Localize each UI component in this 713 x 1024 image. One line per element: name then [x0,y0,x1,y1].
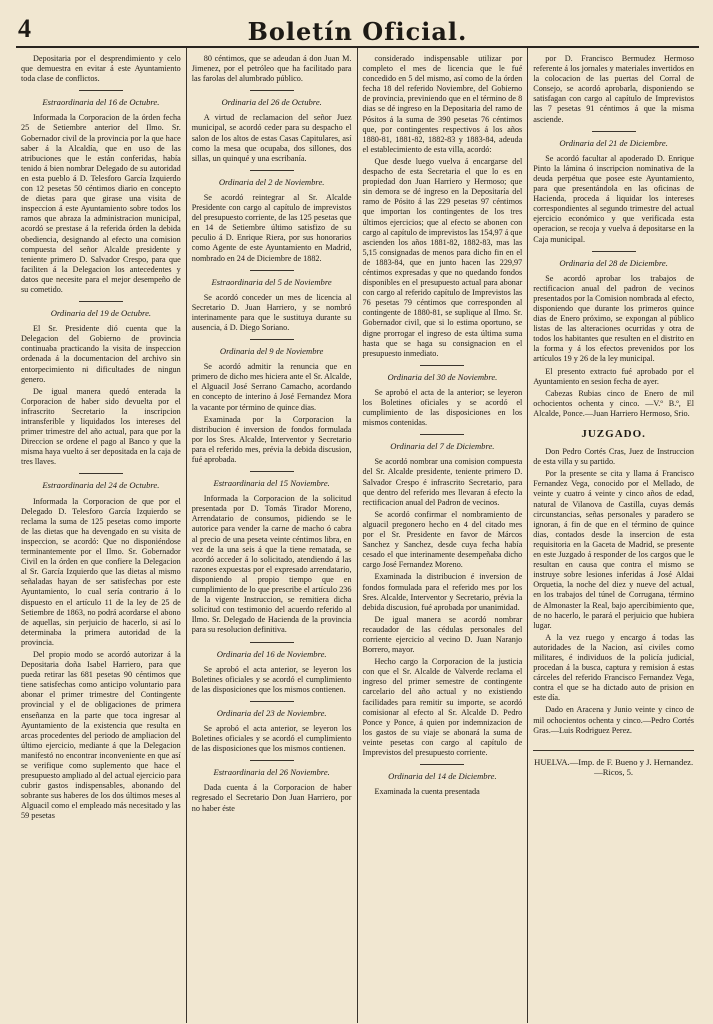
paragraph: Hecho cargo la Corporacion de la justicia con que el Sr. Alcalde de Valverde reclama el ingreso del primer semestre de contingente carcelario del año actual y no existiendo facilidades para remitir su importe, se acordó comisionar al efecto al Sr. Alcalde D. Pedro Ponce y Ponce, á quien por indemnizacion de los gastos de su viaje se abonará la suma de veinte pesetas con cargo al capítulo de Imprevistos del presupuesto corriente. [362,657,523,757]
newspaper-title: Boletín Oficial. [247,17,468,46]
paragraph: 80 céntimos, que se adeudan á don Juan M. Jimenez, por el petróleo que ha facilitado para las farolas del alumbrado público. [191,54,352,84]
court-heading: JUZGADO. [581,428,646,440]
section-divider [420,365,464,366]
session-heading: Estraordinaria del 26 Noviembre. [213,767,330,778]
paragraph: Se acordó reintegrar al Sr. Alcalde Presidente con cargo al capítulo de imprevistos del presupuesto corriente, de las 125 pesetas que en 14 de Setiembre último satisfizo de su peculio á D. Enrique Riera, por sus honorarios como Agente de este Ayuntamiento en Madrid, nombrado en 24 de Diciembre de 1882. [191,192,352,263]
section-divider [79,301,123,302]
section-divider [250,642,294,643]
session-heading: Ordinaria del 21 de Diciembre. [559,137,668,148]
paragraph: Examinada la distribucion é inversion de fondos formulada para el referido mes por los Sres. Alcalde, Interventor y Secretario, prévia la debida discusion, fué aprobada por unanimidad. [362,572,523,612]
section-divider [592,251,636,252]
section-divider [420,434,464,435]
session-heading: Estraordinaria del 15 Noviembre. [213,478,330,489]
paragraph: Don Pedro Cortés Cras, Juez de Instruccion de esta villa y su partido. [533,447,694,467]
section-divider [79,473,123,474]
paragraph: Examinada la cuenta presentada [374,787,480,797]
paragraph: Se acordó confirmar el nombramiento de alguacil pregonero hecho en 4 del citado mes por el Sr. Presidente en favor de Márcos Sanchez y Sanchez, desde cuya fecha había cesado el que interinamente desempeñaba dicho cargo José Fernandez Moreno. [362,509,523,570]
paragraph: De igual manera se acordó nombrar recaudador de las cédulas personales del corriente ejercicio al vecino D. Juan Naranjo Borrero, mayor. [362,614,523,655]
paragraph: Examinada por la Corporacion la distribucion é inversion de fondos formulada por los Sres. Alcalde, Interventor y Secretario para el referido mes, prévia la debida discusion, fué aprobada. [191,414,352,464]
columns [16,48,699,1023]
paragraph: El presento extracto fué aprobado por el Ayuntamiento en sesion fecha de ayer. [533,366,694,386]
session-heading: Ordinaria del 14 de Diciembre. [388,771,497,782]
column-2 [187,48,358,1023]
paragraph: Se acordó nombrar una comision compuesta del Sr. Alcalde presidente, teniente primero D. Salvador Crespo é infrascrito Secretario, para que dentro del referido mes llevaran á efecto la rectificacion anual del Padron de vecinos. [362,457,523,507]
section-divider [79,90,123,91]
paragraph: Del propio modo se acordó autorizar á la Depositaria doña Isabel Harriero, para que pueda retirar las 681 pesetas 90 céntimos que tiene satisfechas como anticipo voluntario para abonar el primer trimestre del Contingente provincial y el de obligaciones de primera enseñanza en la parte que toca ingresar al Ayuntamiento de la existencia que resulta en arcas procedentes del periodo de ampliacion del último ejercicio, mediante á que la Delegacion manifestó no encontrar inconveniente en que así se verifique como suplemento que hace el presupuesto ampliado al del actual ejercicio para cubrir gastos indispensables, abonando del sobrante sus haberes de los dos últimos meses al Alguacil como el empleado más necesitado y las 59 pesetas [21,649,181,821]
session-heading: Ordinaria del 16 de Noviembre. [216,648,327,659]
page-header [16,16,699,48]
column-3 [358,48,529,1023]
paragraph: Se aprobó el acta anterior, se leyeron los Boletines oficiales y se acordó el cumplimiento de las disposiciones que los mismos contienen. [191,664,352,694]
section-divider [250,471,294,472]
section-divider [250,701,294,702]
paragraph: A virtud de reclamacion del señor Juez municipal, se acordó ceder para su despacho el salon de los altos de estas Casas Capitulares, así como la mesa que ocupaba, dos sillones, dos sillas, un quinqué y una escribanía. [191,113,352,163]
session-heading: Ordinaria del 19 de Octubre. [50,308,152,319]
paragraph: Se aprobó el acta anterior, se leyeron los Boletines oficiales y se acordó el cumplimiento de las disposiciones que los mismos contienen. [191,723,352,754]
paragraph: El Sr. Presidente dió cuenta que la Delegacion del Gobierno de provincia continuaba practicando la visita de inspeccion ordenada á la documentacion del archivo sin entorpecimiento ni dificultades de ningun genero. [21,324,181,384]
printer-imprint: HUELVA.—Imp. de F. Bueno y J. Hernandez.—Ricos, 5. [533,750,694,777]
paragraph: Se acordó aprobar los trabajos de rectificacion anual del padron de vecinos presentados por la Comision nombrada al efecto, disponiendo que durante los primeros quince dias de Enero próximo, se expongan al público listas de las alteraciones ocurridas y otra de todos los habitantes que resulten en el distrito en la forma y á los efectos prevenidos por los artículos 19 y 26 de la ley municipal. [533,273,694,364]
paragraph: Se acordó conceder un mes de licencia al Secretario D. Juan Harriero, y se nombró interinamente para que le sustituya durante su ausencia, á D. Diego Soriano. [191,292,352,332]
paragraph: Dada cuenta á la Corporacion de haber regresado el Secretario Don Juan Harriero, por no haber éste [191,783,352,813]
paragraph: por D. Francisco Bermudez Hermoso referente á los jornales y materiales invertidos en la colocacion de las puertas del Corral de Consejo, se acordó aprobarla, disponiendo se satisfagan con cargo al capítulo de Imprevistos las 7 pesetas 91 céntimos á que la misma asciende. [533,54,694,124]
session-heading: Ordinaria del 23 de Noviembre. [216,707,327,718]
paragraph: Cabezas Rubias cinco de Enero de mil ochocientos ochenta y cinco. —V.º B.º, El Alcalde, Ponce.—Juan Harriero Hermoso, Srio. [533,388,694,418]
section-divider [592,131,636,132]
section-divider [250,170,294,171]
column-1 [16,48,187,1023]
paragraph: Informada la Corporacion de la solicitud presentada por D. Tomás Tirador Moreno, Arrendatario de consumos, pidiendo se le autorice para vender la carne de macho ó cabra al precio de una peseta veinte céntimos libra, en vez de la una seis á que la tiene rematada, se acordó acceder á lo solicitado, atendiendo á las razones expuestas por el expresado arrendatario, disponiendo al propio tiempo que en cumplimiento de lo que prescribe el artículo 236 de la vigente Instruccion, se remitiera dicha solicitud con testimonio del acuerdo referido al Ilmo. Sr. Delegado de Hacienda de la provincia para su resolucion definitiva. [191,494,352,635]
session-heading: Estraordinaria del 5 de Noviembre [211,276,332,287]
section-divider [250,339,294,340]
paragraph: Se acordó facultar al apoderado D. Enrique Pinto la lámina ó inscripcion nominativa de la deuda perpétua que posee este Ayuntamiento, para que presentándola en las oficinas de Hacienda, proceda á liquidar los intereses correspondientes al segundo trimestre del actual ejercicio económico y que verificada esta operacion, se recoja y vuelva á depositarse en la Caja municipal. [533,153,694,244]
paragraph: Se acordó admitir la renuncia que en primero de dicho mes hiciera ante el Sr. Alcalde, el Alguacil José Serrano Camacho, acordando en concepto de interino á José Fernandez Mora la vacante por término de quince dias. [191,362,352,412]
session-heading: Ordinaria del 26 de Octubre. [221,97,322,108]
paragraph: A la vez ruego y encargo á todas las autoridades de la Nacion, así civiles como militares, é individuos de la policía judicial, procedan á la busca, captura y remision á estas cárceles del referido Francisco Fernandez Vega, contra el que se ha dictado auto de prision en este día. [533,632,694,703]
paragraph: Informada la Corporacion de la órden fecha 25 de Setiembre anterior del Ilmo. Sr. Gobernador civil de la provincia por la que hace saber á la Alcaldía, que en uso de las atribuciones que le están conferidas, había tenido á bien nombrar Delegado de su autoridad en esta pueblo á D. Telesforo García Izquierdo con 12 pesetas 50 céntimos diario en concepto de dietas para que girase una visita de inspeccion á este Ayuntamiento sobre todos los ramos que abraza la administracion municipal, acordó se prestase á la referida órden la debida obediencia, designando al efecto una comision compuesta del señor Alcalde presidente y teniente primero D. Salvador Crespo, para que faciliten á la Delegacion los antecedentes y datos que necesite para el mejor desempeño de su cometido. [21,113,181,294]
paragraph: Depositaria por el desprendimiento y celo que demuestra en evitar á este Ayuntamiento toda clase de conflictos. [21,54,181,84]
section-divider [420,764,464,765]
session-heading: Ordinaria del 9 de Noviembre [219,346,324,357]
paragraph: De igual manera quedó enterada la Corporacion de haber sido devuelta por el infrascrito Secretario la inscripcion intransferible y liquidados los intereses del primer trimestre del año actual, para que por la Direccion se ordene el pago al Banco y que la misma haya vuelto á ser depositada en la caja de tres llaves. [21,386,181,467]
paragraph: Por la presente se cita y llama á Francisco Fernandez Vega, conocido por el Mellado, de veinte y cuatro á veinte y cinco años de edad, natural de Vilanova de Castilla, cuyas demás circunstancias, señas personales y paradero se ignoran, á fin de que en el término de quince dias, contados desde la insercion de esta requisitoria en la Gaceta de Madrid, se presente en este Juzgado á responder de los cargos que le resultan en causa que contra el mismo se instruye sobre lesiones inferidas á José Aldai Orquetia, la noche del diez y nueve del actual, en los trabajos del túnel de Corrugana, término de Almonaster la Real, bajo apercibimiento que, de no hacerlo, le parará el perjuicio que hubiera lugar. [533,469,694,630]
paragraph: considerado indispensable utilizar por completo el mes de licencia que le fué concedido en 5 del mismo, así como de la órden fecha 18 del referido Noviembre, del Gobierno de provincia, previniendo que en el término de 8 dias se dé ingreso en la Depositaria del ramo de Pósitos á la suma de 390 pesetas 76 céntimos que, por contingentes respectivos á los años 1880-81, 1881-82, 1882-83 y 1883-84, adeuda el establecimiento de esta villa, acordó: [362,54,523,154]
session-heading: Ordinaria del 30 de Noviembre. [387,371,498,382]
column-4 [528,48,699,1023]
section-divider [250,270,294,271]
page-number: 4 [18,14,31,43]
paragraph: Que desde luego vuelva á encargarse del despacho de esta Secretaria el que lo es en propiedad don Juan Harriero y Hermoso; que sin demora se dé ingreso en la Depositaría del ramo de Pósito á las 229 pesetas 97 céntimos que importan los contingentes de los tres últimos ejercicios; que al efecto se abonen con cargo al capítulo de imprevistos las 154,97 á que ascienden los años 1881-82, 1882-83, mas las 5,15 consignadas de menos para dicho fin en el de 1883-84, que en junto hacen las 229,97 céntimos expresadas y que no quedando fondos disponibles en el presupuesto actual para abonar con cargo al referido capítulo de Imprevistos las 76 pesetas 79 céntimos que corresponden al contingente de 1880-81, se suplique al Ilmo. Sr. Gobernador civil, que si lo estima oportuno, se digne prorrogar el ingreso de esta última suma hasta que se haga su consignacion en el presupuesto inmediato. [362,156,523,358]
session-heading: Ordinaria del 7 de Diciembre. [390,441,495,452]
paragraph: Se aprobó el acta de la anterior; se leyeron los Boletines oficiales y se acordó el cumplimiento de las disposiciones en los mismos contenidas. [362,387,523,428]
paragraph: Dado en Aracena y Junio veinte y cinco de mil ochocientos ochenta y cinco.—Pedro Cortés Gras.—Luis Rodriguez Perez. [533,705,694,735]
paragraph: Informada la Corporacion de que por el Delegado D. Telesforo García Izquierdo se reclama la suma de 125 pesetas como importe de las dietas que ha devengado en su visita de inspeccion, se acordó: Que no disponiéndose terminantemente por el Ilmo. Sr. Gobernador Civil en la órden en que confiere la Delegacion al Sr. García Izquierdo que las dietas al mismo señaladas hayan de ser satisfechas por este Ayuntamiento, lo cual sería contrario á lo dispuesto en el artículo 11 de la ley de 25 de Setiembre de 1863, no podrá acordarse el abono de aquellas, sin perjuicio de hacerlo, si así lo determinaba la primera autoridad de la provincia. [21,496,181,647]
section-divider [250,90,294,91]
session-heading: Estraordinaria del 16 de Octubre. [42,97,160,108]
session-heading: Estraordinaria del 24 de Octubre. [42,480,160,491]
session-heading: Ordinaria del 2 de Noviembre. [218,176,325,187]
section-divider [250,760,294,761]
session-heading: Ordinaria del 28 de Diciembre. [559,257,668,268]
